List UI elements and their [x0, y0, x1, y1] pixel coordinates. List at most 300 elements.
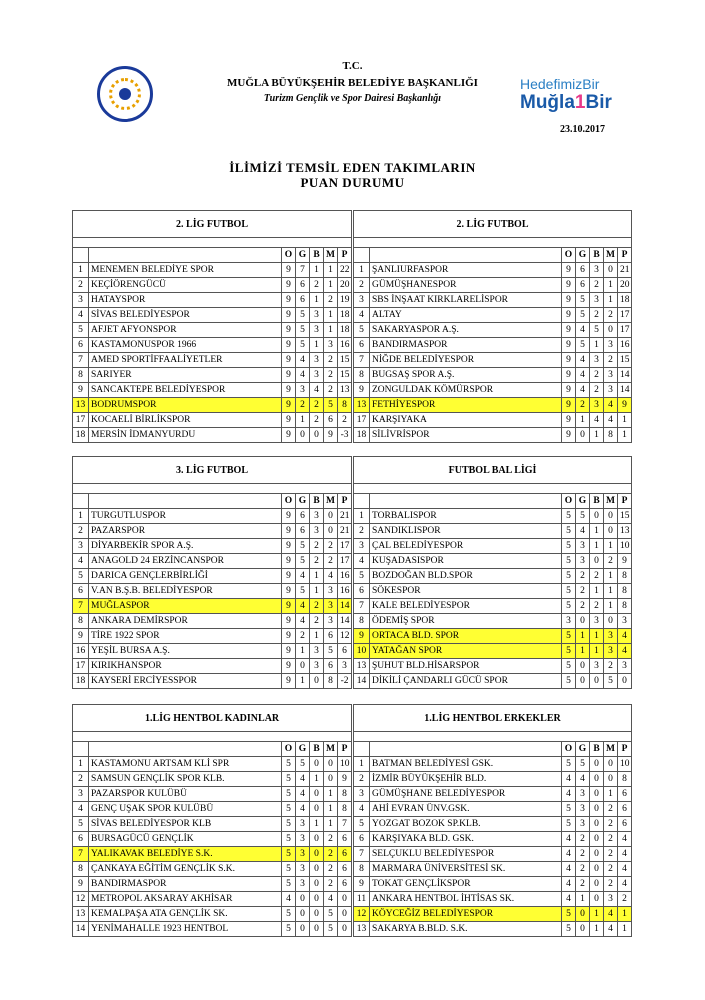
- won-cell: 4: [296, 368, 310, 383]
- won-cell: 4: [576, 772, 590, 787]
- lost-cell: 8: [604, 428, 618, 443]
- rank-cell: 8: [354, 368, 370, 383]
- table-row: [354, 263, 632, 278]
- lost-cell: 1: [324, 278, 338, 293]
- table-row: [354, 614, 632, 629]
- drawn-cell: 1: [310, 817, 324, 832]
- played-cell: 5: [282, 832, 296, 847]
- column-header: M: [324, 494, 338, 509]
- table-row: [73, 907, 352, 922]
- table-row: [354, 802, 632, 817]
- table-row: [354, 368, 632, 383]
- lost-cell: 2: [324, 293, 338, 308]
- table-row: [354, 278, 632, 293]
- played-cell: 9: [282, 659, 296, 674]
- played-cell: 9: [562, 413, 576, 428]
- played-cell: 5: [282, 862, 296, 877]
- lost-cell: 1: [604, 569, 618, 584]
- drawn-cell: 1: [310, 263, 324, 278]
- table-row: [73, 368, 352, 383]
- drawn-cell: 3: [310, 659, 324, 674]
- lost-cell: 0: [324, 772, 338, 787]
- rank-cell: 3: [73, 539, 89, 554]
- points-cell: 17: [618, 308, 632, 323]
- rank-cell: 9: [73, 877, 89, 892]
- table-title: FUTBOL BAL LİGİ: [354, 457, 632, 484]
- played-cell: 9: [282, 278, 296, 293]
- rank-cell: 4: [354, 802, 370, 817]
- points-cell: 0: [618, 674, 632, 689]
- won-cell: 3: [576, 539, 590, 554]
- table-row: [354, 674, 632, 689]
- slogan-logo-muğla: Muğla: [520, 92, 575, 113]
- lost-cell: 2: [324, 539, 338, 554]
- column-header: P: [618, 742, 632, 757]
- team-name-cell: KEÇİÖRENGÜCÜ: [89, 278, 282, 293]
- column-header: G: [296, 248, 310, 263]
- lost-cell: 3: [604, 892, 618, 907]
- points-cell: 8: [618, 569, 632, 584]
- won-cell: 3: [296, 817, 310, 832]
- lost-cell: 0: [604, 614, 618, 629]
- drawn-cell: 0: [310, 757, 324, 772]
- rank-cell: 9: [73, 383, 89, 398]
- rank-cell: 4: [73, 308, 89, 323]
- played-cell: 9: [562, 263, 576, 278]
- team-name-cell: MUĞLASPOR: [89, 599, 282, 614]
- team-name-cell: GENÇ UŞAK SPOR KULÜBÜ: [89, 802, 282, 817]
- points-cell: 2: [618, 892, 632, 907]
- team-name-cell: GÜMÜŞHANE BELEDİYESPOR: [370, 787, 562, 802]
- table-row: [73, 629, 352, 644]
- team-name-cell: ANAGOLD 24 ERZİNCANSPOR: [89, 554, 282, 569]
- rank-cell: 2: [73, 772, 89, 787]
- table-title: 1.LİG HENTBOL KADINLAR: [73, 705, 352, 732]
- won-cell: 5: [296, 323, 310, 338]
- played-cell: 9: [562, 398, 576, 413]
- won-cell: 5: [296, 308, 310, 323]
- team-name-cell: BOZDOĞAN BLD.SPOR: [370, 569, 562, 584]
- played-cell: 5: [562, 554, 576, 569]
- table-row: [73, 383, 352, 398]
- drawn-cell: 5: [590, 323, 604, 338]
- rank-cell: 3: [73, 787, 89, 802]
- drawn-cell: 3: [590, 293, 604, 308]
- column-header: P: [338, 494, 352, 509]
- table-row: [73, 323, 352, 338]
- table-row: [73, 787, 352, 802]
- column-header: M: [604, 494, 618, 509]
- won-cell: 2: [576, 584, 590, 599]
- points-cell: 4: [618, 629, 632, 644]
- table-row: [354, 757, 632, 772]
- lost-cell: 0: [324, 524, 338, 539]
- column-header: P: [338, 248, 352, 263]
- won-cell: 6: [296, 278, 310, 293]
- rank-cell: 8: [73, 862, 89, 877]
- table-header-row: [73, 742, 352, 757]
- column-header: B: [590, 248, 604, 263]
- team-name-cell: SBS İNŞAAT KIRKLARELİSPOR: [370, 293, 562, 308]
- empty-cell: [354, 494, 370, 509]
- won-cell: 5: [296, 757, 310, 772]
- won-cell: 4: [576, 383, 590, 398]
- team-name-cell: HATAYSPOR: [89, 293, 282, 308]
- drawn-cell: 2: [590, 383, 604, 398]
- team-name-cell: BANDIRMASPOR: [89, 877, 282, 892]
- team-name-cell: YENİMAHALLE 1923 HENTBOL: [89, 922, 282, 937]
- rank-cell: 8: [73, 368, 89, 383]
- points-cell: 6: [618, 787, 632, 802]
- team-name-cell: SAMSUN GENÇLİK SPOR KLB.: [89, 772, 282, 787]
- rank-cell: 5: [354, 569, 370, 584]
- column-header: O: [562, 248, 576, 263]
- won-cell: 2: [576, 599, 590, 614]
- points-cell: 18: [338, 308, 352, 323]
- won-cell: 5: [576, 757, 590, 772]
- won-cell: 0: [576, 922, 590, 937]
- played-cell: 5: [282, 787, 296, 802]
- drawn-cell: 1: [310, 772, 324, 787]
- points-cell: 2: [338, 413, 352, 428]
- table-title: 3. LİG FUTBOL: [73, 457, 352, 484]
- won-cell: 4: [576, 368, 590, 383]
- lost-cell: 5: [324, 398, 338, 413]
- rank-cell: 9: [73, 629, 89, 644]
- drawn-cell: 2: [590, 368, 604, 383]
- table-row: [73, 569, 352, 584]
- played-cell: 5: [282, 817, 296, 832]
- table-row: [73, 584, 352, 599]
- empty-cell: [354, 248, 370, 263]
- table-row: [354, 428, 632, 443]
- points-cell: 6: [338, 832, 352, 847]
- team-name-cell: KÖYCEĞİZ BELEDİYESPOR: [370, 907, 562, 922]
- points-cell: 22: [338, 263, 352, 278]
- slogan-logo-bir: Bir: [585, 92, 612, 113]
- played-cell: 5: [562, 509, 576, 524]
- empty-cell: [89, 494, 282, 509]
- table-row: [354, 293, 632, 308]
- team-name-cell: SİVAS BELEDİYESPOR KLB: [89, 817, 282, 832]
- points-cell: 4: [618, 862, 632, 877]
- played-cell: 5: [562, 817, 576, 832]
- drawn-cell: 3: [310, 368, 324, 383]
- rank-cell: 7: [354, 599, 370, 614]
- lost-cell: 4: [604, 398, 618, 413]
- lost-cell: 1: [324, 787, 338, 802]
- won-cell: 0: [296, 428, 310, 443]
- points-cell: 16: [338, 569, 352, 584]
- won-cell: 3: [296, 383, 310, 398]
- points-cell: 6: [618, 817, 632, 832]
- team-name-cell: TURGUTLUSPOR: [89, 509, 282, 524]
- team-name-cell: NİĞDE BELEDİYESPOR: [370, 353, 562, 368]
- column-header: P: [618, 248, 632, 263]
- rank-cell: 1: [354, 757, 370, 772]
- header-tc: T.C.: [342, 60, 363, 72]
- lost-cell: 1: [324, 308, 338, 323]
- lost-cell: 2: [324, 847, 338, 862]
- won-cell: 4: [576, 323, 590, 338]
- rank-cell: 1: [354, 263, 370, 278]
- drawn-cell: 0: [590, 802, 604, 817]
- played-cell: 9: [282, 614, 296, 629]
- rank-cell: 12: [73, 892, 89, 907]
- rank-cell: 6: [354, 584, 370, 599]
- played-cell: 5: [562, 629, 576, 644]
- team-name-cell: GÜMÜŞHANESPOR: [370, 278, 562, 293]
- played-cell: 5: [282, 922, 296, 937]
- drawn-cell: 1: [590, 629, 604, 644]
- won-cell: 0: [296, 892, 310, 907]
- played-cell: 4: [282, 892, 296, 907]
- lost-cell: 1: [604, 584, 618, 599]
- points-cell: 8: [338, 802, 352, 817]
- lost-cell: 1: [324, 802, 338, 817]
- points-cell: 10: [618, 757, 632, 772]
- won-cell: 5: [576, 509, 590, 524]
- column-header: O: [282, 494, 296, 509]
- table-row: [73, 892, 352, 907]
- points-cell: 17: [338, 539, 352, 554]
- column-header: O: [562, 742, 576, 757]
- lost-cell: 2: [604, 817, 618, 832]
- lost-cell: 4: [604, 907, 618, 922]
- lost-cell: 1: [324, 263, 338, 278]
- table-row: [73, 817, 352, 832]
- points-cell: 15: [338, 368, 352, 383]
- table-row: [73, 922, 352, 937]
- table-row: [354, 892, 632, 907]
- table-row: [73, 832, 352, 847]
- lost-cell: 2: [324, 832, 338, 847]
- lost-cell: 0: [324, 757, 338, 772]
- rank-cell: 17: [73, 659, 89, 674]
- header-organization: MUĞLA BÜYÜKŞEHİR BELEDİYE BAŞKANLIĞI: [227, 77, 478, 89]
- table-row: [73, 398, 352, 413]
- points-cell: 4: [618, 877, 632, 892]
- points-cell: 15: [338, 353, 352, 368]
- points-cell: 7: [338, 817, 352, 832]
- table-row: [354, 862, 632, 877]
- drawn-cell: 2: [310, 398, 324, 413]
- points-cell: 6: [338, 877, 352, 892]
- played-cell: 5: [562, 922, 576, 937]
- lost-cell: 2: [604, 353, 618, 368]
- team-name-cell: SÖKESPOR: [370, 584, 562, 599]
- column-header: O: [562, 494, 576, 509]
- drawn-cell: 0: [590, 554, 604, 569]
- points-cell: 9: [338, 772, 352, 787]
- played-cell: 9: [282, 644, 296, 659]
- empty-cell: [89, 742, 282, 757]
- table-row: [354, 772, 632, 787]
- document-date: 23.10.2017: [560, 124, 605, 135]
- lost-cell: 3: [604, 644, 618, 659]
- table-row: [73, 263, 352, 278]
- team-name-cell: BODRUMSPOR: [89, 398, 282, 413]
- lost-cell: 1: [604, 599, 618, 614]
- table-row: [73, 599, 352, 614]
- points-cell: 4: [618, 644, 632, 659]
- drawn-cell: 1: [590, 584, 604, 599]
- played-cell: 9: [562, 278, 576, 293]
- rank-cell: 3: [73, 293, 89, 308]
- played-cell: 9: [282, 539, 296, 554]
- table-row: [354, 569, 632, 584]
- played-cell: 9: [282, 584, 296, 599]
- won-cell: 0: [296, 659, 310, 674]
- played-cell: 9: [282, 293, 296, 308]
- drawn-cell: 1: [310, 293, 324, 308]
- table-row: [354, 629, 632, 644]
- team-name-cell: METROPOL AKSARAY AKHİSAR: [89, 892, 282, 907]
- standings-table: [353, 704, 632, 937]
- drawn-cell: 0: [310, 674, 324, 689]
- won-cell: 5: [296, 539, 310, 554]
- table-row: [73, 757, 352, 772]
- header-department: Turizm Gençlik ve Spor Dairesi Başkanlığı: [263, 93, 442, 104]
- points-cell: 8: [338, 398, 352, 413]
- drawn-cell: 2: [590, 278, 604, 293]
- team-name-cell: KARŞIYAKA BLD. GSK.: [370, 832, 562, 847]
- team-name-cell: MARMARA ÜNİVERSİTESİ SK.: [370, 862, 562, 877]
- rank-cell: 2: [73, 278, 89, 293]
- team-name-cell: SARIYER: [89, 368, 282, 383]
- rank-cell: 18: [354, 428, 370, 443]
- lost-cell: 2: [604, 847, 618, 862]
- table-row: [354, 353, 632, 368]
- played-cell: 9: [282, 569, 296, 584]
- played-cell: 9: [562, 323, 576, 338]
- played-cell: 9: [282, 509, 296, 524]
- table-row: [354, 539, 632, 554]
- lost-cell: 9: [324, 428, 338, 443]
- team-name-cell: SANDIKLISPOR: [370, 524, 562, 539]
- points-cell: 8: [338, 787, 352, 802]
- table-row: [73, 674, 352, 689]
- rank-cell: 13: [354, 922, 370, 937]
- page-title-line1: İLİMİZİ TEMSİL EDEN TAKIMLARIN: [229, 160, 476, 175]
- played-cell: 9: [282, 308, 296, 323]
- team-name-cell: ANKARA DEMİRSPOR: [89, 614, 282, 629]
- drawn-cell: 2: [310, 554, 324, 569]
- won-cell: 1: [576, 629, 590, 644]
- team-name-cell: KUŞADASISPOR: [370, 554, 562, 569]
- rank-cell: 9: [354, 877, 370, 892]
- team-name-cell: ALTAY: [370, 308, 562, 323]
- won-cell: 4: [576, 524, 590, 539]
- team-name-cell: DİKİLİ ÇANDARLI GÜCÜ SPOR: [370, 674, 562, 689]
- drawn-cell: 0: [590, 892, 604, 907]
- empty-cell: [73, 248, 89, 263]
- team-name-cell: ÖDEMİŞ SPOR: [370, 614, 562, 629]
- rank-cell: 1: [73, 509, 89, 524]
- drawn-cell: 1: [590, 338, 604, 353]
- table-row: [354, 832, 632, 847]
- team-name-cell: KOCAELİ BİRLİKSPOR: [89, 413, 282, 428]
- won-cell: 1: [296, 413, 310, 428]
- lost-cell: 2: [324, 877, 338, 892]
- won-cell: 4: [576, 353, 590, 368]
- team-name-cell: DARICA GENÇLERBİRLİĞİ: [89, 569, 282, 584]
- lost-cell: 5: [324, 644, 338, 659]
- rank-cell: 18: [73, 674, 89, 689]
- column-header: M: [604, 742, 618, 757]
- won-cell: 4: [296, 787, 310, 802]
- rank-cell: 7: [354, 847, 370, 862]
- played-cell: 5: [562, 907, 576, 922]
- drawn-cell: 0: [310, 862, 324, 877]
- team-name-cell: ZONGULDAK KÖMÜRSPOR: [370, 383, 562, 398]
- drawn-cell: 3: [590, 659, 604, 674]
- table-row: [354, 383, 632, 398]
- won-cell: 5: [576, 308, 590, 323]
- rank-cell: 1: [73, 263, 89, 278]
- drawn-cell: 2: [310, 413, 324, 428]
- rank-cell: 10: [354, 644, 370, 659]
- lost-cell: 6: [324, 629, 338, 644]
- drawn-cell: 3: [590, 263, 604, 278]
- points-cell: 14: [338, 614, 352, 629]
- points-cell: 6: [618, 802, 632, 817]
- team-name-cell: MENEMEN BELEDİYE SPOR: [89, 263, 282, 278]
- points-cell: 8: [618, 772, 632, 787]
- drawn-cell: 3: [310, 353, 324, 368]
- team-name-cell: ŞUHUT BLD.HİSARSPOR: [370, 659, 562, 674]
- column-header: B: [310, 494, 324, 509]
- rank-cell: 2: [73, 524, 89, 539]
- lost-cell: 4: [324, 892, 338, 907]
- column-header: P: [618, 494, 632, 509]
- table-row: [354, 817, 632, 832]
- table-row: [73, 659, 352, 674]
- lost-cell: 3: [324, 599, 338, 614]
- table-row: [73, 847, 352, 862]
- points-cell: 10: [618, 539, 632, 554]
- won-cell: 3: [296, 847, 310, 862]
- team-name-cell: İZMİR BÜYÜKŞEHİR BLD.: [370, 772, 562, 787]
- rank-cell: 16: [73, 644, 89, 659]
- lost-cell: 5: [324, 907, 338, 922]
- played-cell: 9: [562, 293, 576, 308]
- won-cell: 4: [296, 772, 310, 787]
- drawn-cell: 1: [310, 584, 324, 599]
- drawn-cell: 2: [310, 599, 324, 614]
- points-cell: 14: [338, 599, 352, 614]
- rank-cell: 3: [354, 539, 370, 554]
- played-cell: 9: [282, 338, 296, 353]
- played-cell: 5: [562, 659, 576, 674]
- lost-cell: 1: [324, 323, 338, 338]
- table-title: 2. LİG FUTBOL: [354, 211, 632, 238]
- played-cell: 9: [282, 599, 296, 614]
- column-header: G: [296, 494, 310, 509]
- drawn-cell: 1: [310, 629, 324, 644]
- drawn-cell: 0: [590, 757, 604, 772]
- team-name-cell: ÇANKAYA EĞİTİM GENÇLİK S.K.: [89, 862, 282, 877]
- points-cell: 12: [338, 629, 352, 644]
- table-row: [73, 338, 352, 353]
- page-title-line2: PUAN DURUMU: [300, 175, 405, 190]
- drawn-cell: 0: [590, 772, 604, 787]
- won-cell: 6: [296, 293, 310, 308]
- drawn-cell: 3: [590, 614, 604, 629]
- points-cell: 17: [338, 554, 352, 569]
- drawn-cell: 3: [310, 323, 324, 338]
- drawn-cell: 4: [590, 413, 604, 428]
